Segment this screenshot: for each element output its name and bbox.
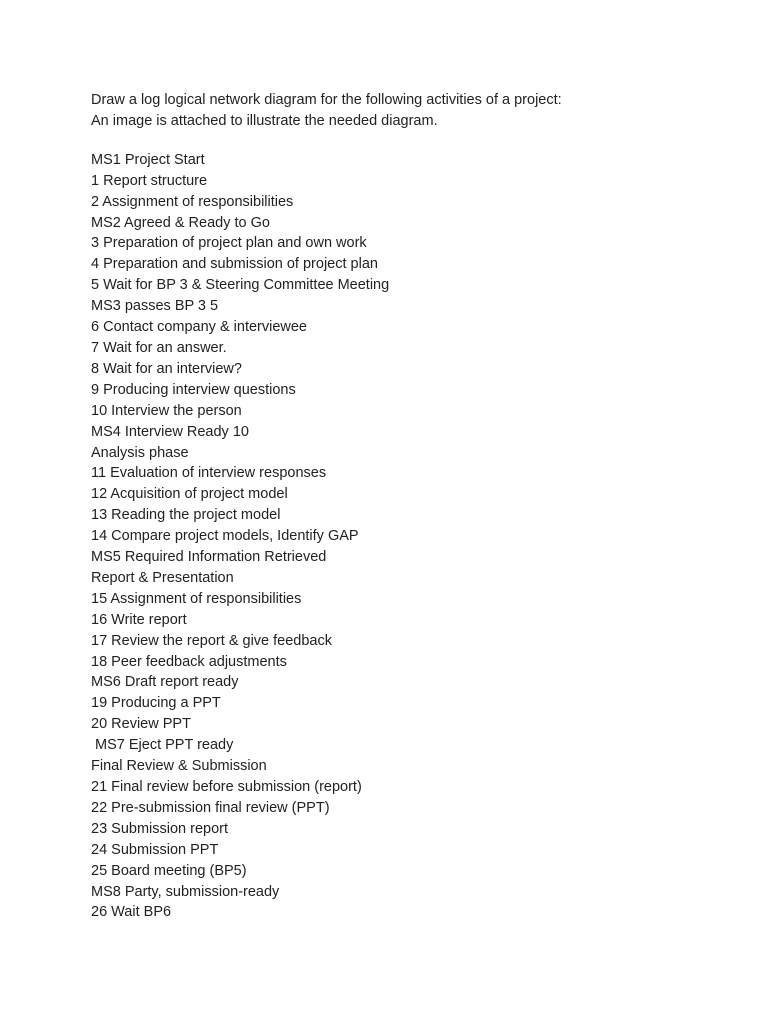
activity-line: MS2 Agreed & Ready to Go [91,214,270,231]
activity-line: Analysis phase [91,444,189,461]
activity-line: Final Review & Submission [91,758,267,775]
activity-line: 6 Contact company & interviewee [91,319,307,336]
activity-line: MS4 Interview Ready 10 [91,423,249,440]
activity-line: 19 Producing a PPT [91,695,221,712]
activity-line: 17 Review the report & give feedback [91,632,332,649]
activity-line: 20 Review PPT [91,716,191,733]
paragraph-spacer [91,132,731,150]
activity-line: 12 Acquisition of project model [91,486,288,503]
intro-line: An image is attached to illustrate the needed diagram. [91,112,438,129]
activity-line: 2 Assignment of responsibilities [91,193,294,210]
activity-line: 22 Pre-submission final review (PPT) [91,799,330,816]
activity-line: MS6 Draft report ready [91,674,239,691]
activity-line: MS8 Party, submission-ready [91,883,280,900]
intro-line: Draw a log logical network diagram for the following activities of a project: [91,92,562,108]
activity-line: MS1 Project Start [91,151,205,168]
activity-line: 18 Peer feedback adjustments [91,653,287,670]
activity-line: MS5 Required Information Retrieved [91,549,327,566]
activity-line: 5 Wait for BP 3 & Steering Committee Meeting [91,277,390,294]
activity-line: MS3 passes BP 3 5 [91,298,219,315]
document-body [91,90,731,923]
activity-line: 4 Preparation and submission of project plan [91,256,378,273]
activity-line: 8 Wait for an interview? [91,360,242,377]
activity-line: 25 Board meeting (BP5) [91,862,247,879]
activity-line: 10 Interview the person [91,402,242,419]
activity-line: 9 Producing interview questions [91,381,296,398]
activity-line: 7 Wait for an answer. [91,339,227,356]
activity-line: 26 Wait BP6 [91,904,172,921]
activity-line: Report & Presentation [91,569,234,586]
activity-line: 13 Reading the project model [91,507,281,524]
activity-line: 11 Evaluation of interview responses [91,465,327,482]
activity-list [91,150,731,924]
activity-line: 23 Submission report [91,820,229,837]
activity-line: 14 Compare project models, Identify GAP [91,528,359,545]
activity-line: 3 Preparation of project plan and own work [91,235,367,252]
activity-line: 15 Assignment of responsibilities [91,590,302,607]
activity-line: MS7 Eject PPT ready [91,737,234,754]
activity-line: 16 Write report [91,611,187,628]
activity-line: 1 Report structure [91,172,208,189]
activity-line: 24 Submission PPT [91,841,219,858]
activity-line: 21 Final review before submission (report) [91,779,362,795]
